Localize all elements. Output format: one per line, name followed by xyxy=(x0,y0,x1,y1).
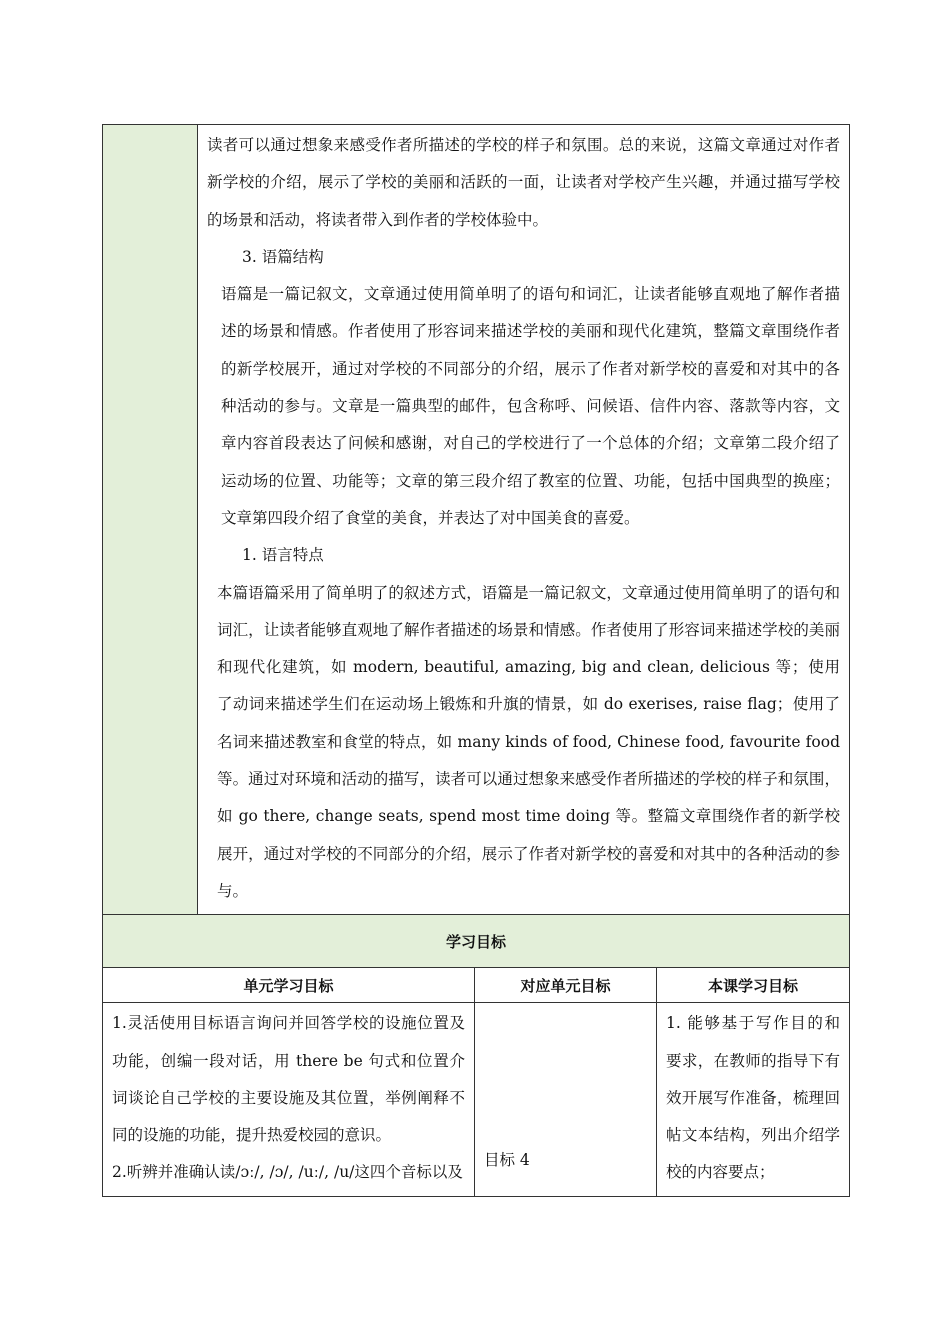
analysis-table xyxy=(102,124,850,915)
mapped-goal: 目标 4 xyxy=(484,1151,530,1170)
lesson-goals-cell xyxy=(657,1003,850,1196)
continued-paragraph: 读者可以通过想象来感受作者所描述的学校的样子和氛围。总的来说，这篇文章通过对作者新学校的介绍，展示了学校的美丽和活跃的一面，让读者对学校产生兴趣，并通过描写学校的场景和活动，将读者带入到作者的学校体验中。 xyxy=(207,136,840,229)
analysis-row xyxy=(103,125,850,915)
objectives-row xyxy=(103,1003,850,1196)
col-lesson-goals: 本课学习目标 xyxy=(657,968,850,1003)
lesson-plan-table xyxy=(102,124,849,1197)
objectives-column-headers xyxy=(103,968,850,1003)
objectives-title: 学习目标 xyxy=(103,915,850,968)
unit-goal-2: 2.听辨并准确认读/ɔː/, /ɔ/, /uː/, /u/这四个音标以及 xyxy=(112,1163,463,1182)
lesson-goal-1: 1. 能够基于写作目的和要求，在教师的指导下有效开展写作准备，梳理回帖文本结构，列出介绍学校的内容要点； xyxy=(666,1014,841,1182)
analysis-label-cell xyxy=(103,125,198,915)
mapped-goal-cell xyxy=(475,1003,657,1196)
unit-goals-cell xyxy=(103,1003,475,1196)
col-mapped-goals: 对应单元目标 xyxy=(475,968,657,1003)
section3-heading: 3. 语篇结构 xyxy=(242,247,324,266)
objectives-title-row xyxy=(103,915,850,968)
col-unit-goals: 单元学习目标 xyxy=(103,968,475,1003)
unit-goal-1: 1.灵活使用目标语言询问并回答学校的设施位置及功能，创编一段对话，用 there be 句式和位置介词谈论自己学校的主要设施及其位置，举例阐释不同的设施的功能，提升热爱校园的意识。 xyxy=(112,1014,465,1145)
analysis-content-cell xyxy=(198,125,850,915)
objectives-table xyxy=(102,914,850,1196)
section1-paragraph: 本篇语篇采用了简单明了的叙述方式，语篇是一篇记叙文，文章通过使用简单明了的语句和词汇，让读者能够直观地了解作者描述的场景和情感。作者使用了形容词来描述学校的美丽和现代化建筑，如 modern, beautiful, amazing, big and clean, delicious 等；使用了动词来描述学生们在运动场上锻炼和升旗的情景，如 do exerises, raise flag；使用了名词来描述教室和食堂的特点，如 many kinds of food, Chinese food, favourite food 等。通过对环境和活动的描写，读者可以通过想象来感受作者所描述的学校的样子和氛围，如 go there, change seats, spend most time doing 等。整篇文章围绕作者的新学校展开，通过对学校的不同部分的介绍，展示了作者对新学校的喜爱和对其中的各种活动的参与。 xyxy=(217,583,840,900)
section1-heading: 1. 语言特点 xyxy=(242,546,324,565)
section3-paragraph: 语篇是一篇记叙文，文章通过使用简单明了的语句和词汇，让读者能够直观地了解作者描述的场景和情感。作者使用了形容词来描述学校的美丽和现代化建筑，整篇文章围绕作者的新学校展开，通过对学校的不同部分的介绍，展示了作者对新学校的喜爱和对其中的各种活动的参与。文章是一篇典型的邮件，包含称呼、问候语、信件内容、落款等内容，文章内容首段表达了问候和感谢，对自己的学校进行了一个总体的介绍；文章第二段介绍了运动场的位置、功能等；文章的第三段介绍了教室的位置、功能，包括中国典型的换座；文章第四段介绍了食堂的美食，并表达了对中国美食的喜爱。 xyxy=(221,285,840,527)
